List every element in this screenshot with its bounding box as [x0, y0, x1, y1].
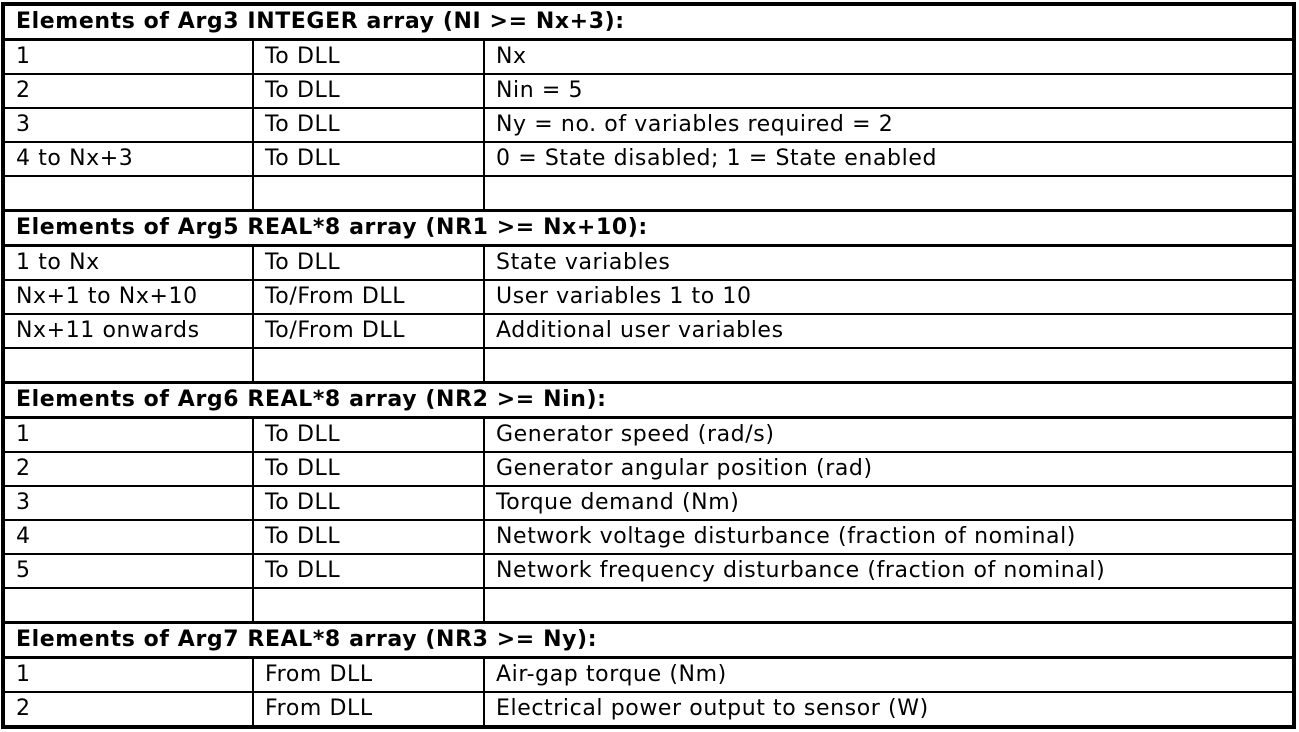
description-cell: State variables [484, 246, 1294, 281]
table-row [3, 108, 1294, 142]
index-cell: 3 [3, 108, 253, 142]
table-row [3, 280, 1294, 314]
section-header-row [3, 622, 1294, 657]
direction-cell: To/From DLL [253, 314, 484, 348]
table-row [3, 246, 1294, 281]
direction-cell: To DLL [253, 108, 484, 142]
spacer-row [3, 348, 1294, 383]
spacer-cell [253, 176, 484, 211]
section-header-cell: Elements of Arg7 REAL*8 array (NR3 >= Ny): [3, 622, 1294, 657]
description-cell: Generator angular position (rad) [484, 452, 1294, 486]
index-cell: 4 [3, 520, 253, 554]
spacer-row [3, 176, 1294, 211]
direction-cell: To DLL [253, 142, 484, 176]
index-cell: 4 to Nx+3 [3, 142, 253, 176]
description-cell: Torque demand (Nm) [484, 486, 1294, 520]
description-cell: Nin = 5 [484, 74, 1294, 108]
direction-cell: From DLL [253, 692, 484, 727]
table-row [3, 74, 1294, 108]
section-header-row [3, 382, 1294, 417]
description-cell: Ny = no. of variables required = 2 [484, 108, 1294, 142]
index-cell: 2 [3, 452, 253, 486]
direction-cell: To DLL [253, 486, 484, 520]
description-cell: 0 = State disabled; 1 = State enabled [484, 142, 1294, 176]
index-cell: 3 [3, 486, 253, 520]
table-row [3, 520, 1294, 554]
spacer-cell [3, 348, 253, 383]
index-cell: Nx+1 to Nx+10 [3, 280, 253, 314]
spacer-cell [253, 348, 484, 383]
section-header-cell: Elements of Arg6 REAL*8 array (NR2 >= Nin): [3, 382, 1294, 417]
description-cell: User variables 1 to 10 [484, 280, 1294, 314]
index-cell: 1 [3, 40, 253, 75]
description-cell: Additional user variables [484, 314, 1294, 348]
index-cell: 1 [3, 417, 253, 452]
direction-cell: To DLL [253, 40, 484, 75]
section-header-row [3, 210, 1294, 245]
description-cell: Nx [484, 40, 1294, 75]
spacer-cell [484, 348, 1294, 383]
direction-cell: To DLL [253, 417, 484, 452]
index-cell: 1 to Nx [3, 246, 253, 281]
table-row [3, 452, 1294, 486]
spacer-cell [3, 588, 253, 623]
table-row [3, 40, 1294, 75]
index-cell: 5 [3, 554, 253, 588]
description-cell: Generator speed (rad/s) [484, 417, 1294, 452]
index-cell: Nx+11 onwards [3, 314, 253, 348]
direction-cell: To DLL [253, 452, 484, 486]
table-row [3, 417, 1294, 452]
spacer-row [3, 588, 1294, 623]
description-cell: Air-gap torque (Nm) [484, 657, 1294, 692]
spacer-cell [253, 588, 484, 623]
index-cell: 1 [3, 657, 253, 692]
spacer-cell [3, 176, 253, 211]
description-cell: Network voltage disturbance (fraction of nominal) [484, 520, 1294, 554]
direction-cell: To DLL [253, 554, 484, 588]
table-row [3, 314, 1294, 348]
description-cell: Network frequency disturbance (fraction of nominal) [484, 554, 1294, 588]
index-cell: 2 [3, 74, 253, 108]
table-row [3, 486, 1294, 520]
index-cell: 2 [3, 692, 253, 727]
table-row [3, 692, 1294, 727]
section-header-cell: Elements of Arg5 REAL*8 array (NR1 >= Nx+10): [3, 210, 1294, 245]
direction-cell: To DLL [253, 246, 484, 281]
direction-cell: To/From DLL [253, 280, 484, 314]
spacer-cell [484, 588, 1294, 623]
dll-interface-table [1, 2, 1296, 729]
description-cell: Electrical power output to sensor (W) [484, 692, 1294, 727]
direction-cell: To DLL [253, 74, 484, 108]
table-row [3, 554, 1294, 588]
spacer-cell [484, 176, 1294, 211]
direction-cell: From DLL [253, 657, 484, 692]
direction-cell: To DLL [253, 520, 484, 554]
section-header-row [3, 4, 1294, 40]
section-header-cell: Elements of Arg3 INTEGER array (NI >= Nx+3): [3, 4, 1294, 40]
table-row [3, 657, 1294, 692]
table-row [3, 142, 1294, 176]
table-body [3, 4, 1294, 727]
